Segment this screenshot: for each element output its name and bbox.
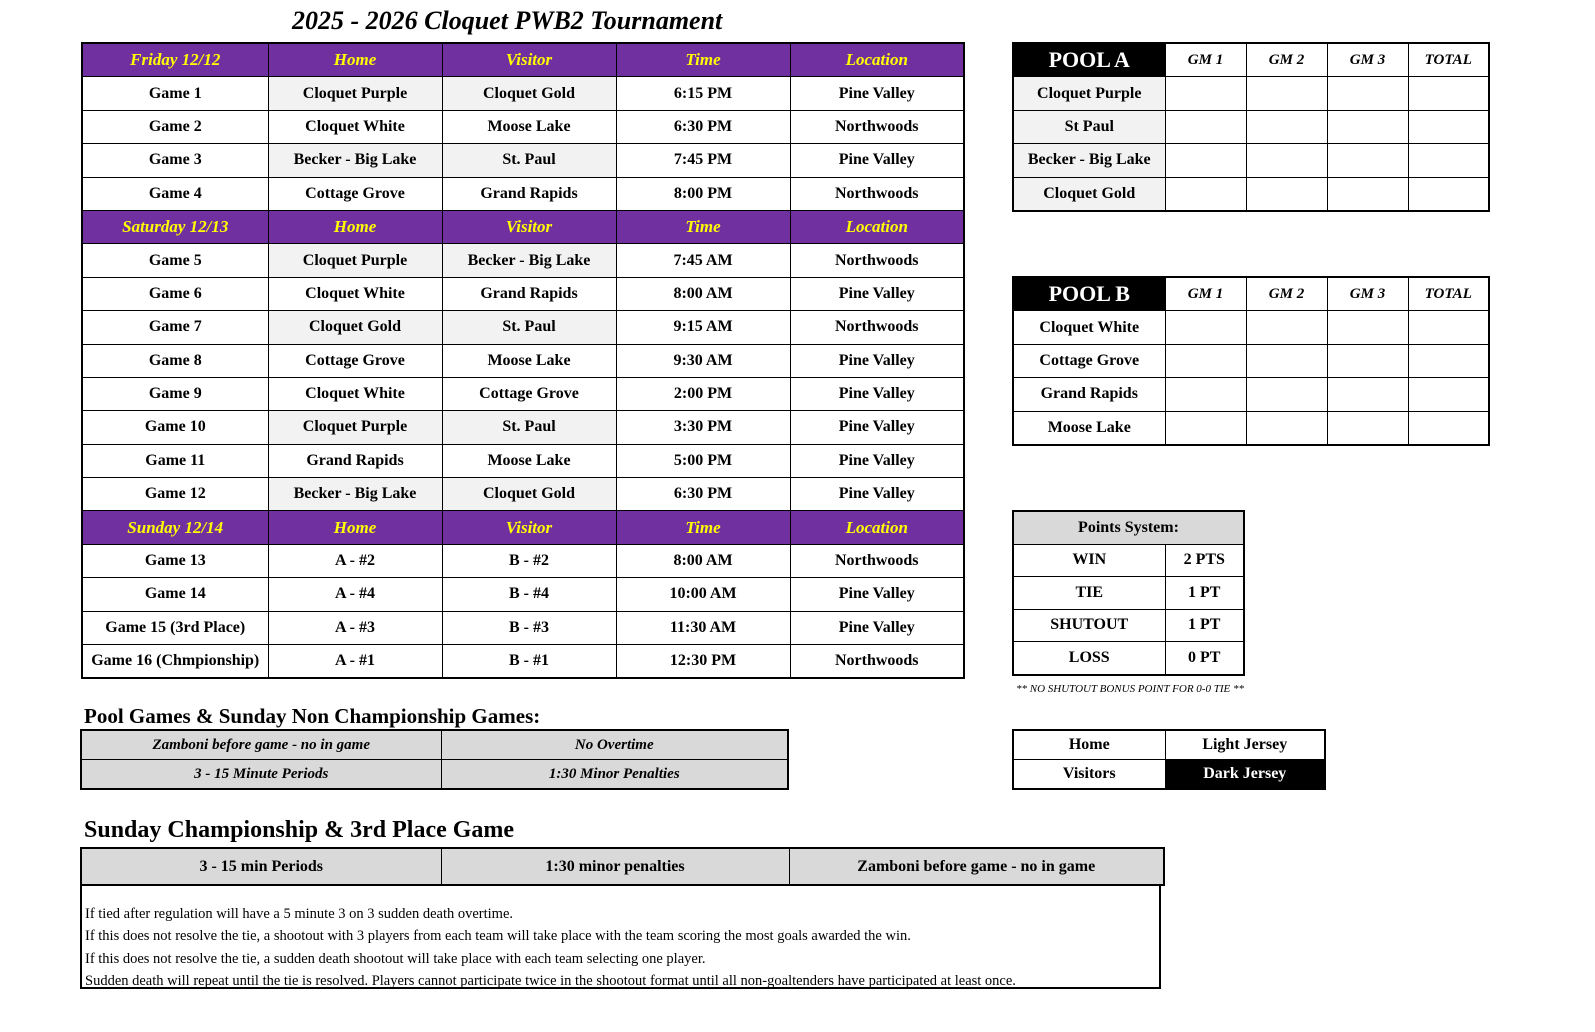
game-location: Northwoods [790, 110, 964, 143]
home-team: Cloquet White [268, 277, 442, 310]
column-header-home: Home [268, 511, 442, 544]
pool-col-header: GM 2 [1246, 43, 1327, 77]
score-cell[interactable] [1246, 378, 1327, 411]
game-row [82, 244, 964, 277]
pool-col-header: TOTAL [1408, 277, 1489, 311]
pool-row [1013, 378, 1489, 411]
points-value: 1 PT [1165, 577, 1244, 610]
total-cell[interactable] [1408, 378, 1489, 411]
game-location: Northwoods [790, 177, 964, 210]
rule-cell: 1:30 Minor Penalties [441, 760, 788, 790]
visitor-team: B - #4 [442, 578, 616, 611]
game-row [82, 611, 964, 644]
visitors-label: Visitors [1013, 760, 1165, 790]
column-header-location: Location [790, 210, 964, 243]
game-label: Game 1 [82, 77, 268, 110]
rule-cell: 3 - 15 Minute Periods [81, 760, 441, 790]
pool-row [1013, 344, 1489, 377]
visitor-team: Cottage Grove [442, 377, 616, 410]
game-time: 8:00 AM [616, 277, 790, 310]
pool-col-header: TOTAL [1408, 43, 1489, 77]
game-time: 9:15 AM [616, 311, 790, 344]
home-team: Cloquet White [268, 110, 442, 143]
visitor-team: Moose Lake [442, 110, 616, 143]
score-cell[interactable] [1246, 110, 1327, 143]
game-time: 7:45 AM [616, 244, 790, 277]
game-time: 9:30 AM [616, 344, 790, 377]
home-team: Cottage Grove [268, 344, 442, 377]
game-location: Pine Valley [790, 611, 964, 644]
total-cell[interactable] [1408, 144, 1489, 177]
visitors-jersey: Dark Jersey [1165, 760, 1325, 790]
game-location: Pine Valley [790, 377, 964, 410]
championship-rules-table [80, 847, 1165, 886]
game-row [82, 110, 964, 143]
game-location: Pine Valley [790, 77, 964, 110]
visitor-team: Moose Lake [442, 344, 616, 377]
pool-rules-title: Pool Games & Sunday Non Championship Games: [84, 704, 541, 728]
rule-cell: Zamboni before game - no in game [789, 848, 1164, 885]
game-row [82, 144, 964, 177]
column-header-home: Home [268, 210, 442, 243]
home-team: A - #2 [268, 544, 442, 577]
rule-cell: Zamboni before game - no in game [81, 730, 441, 760]
pool-b-table [1012, 276, 1490, 446]
visitor-team: Grand Rapids [442, 277, 616, 310]
visitor-team: Grand Rapids [442, 177, 616, 210]
rule-cell: 1:30 minor penalties [441, 848, 789, 885]
game-time: 7:45 PM [616, 144, 790, 177]
score-cell[interactable] [1327, 311, 1408, 344]
pool-b-title: POOL B [1013, 277, 1165, 311]
visitor-team: St. Paul [442, 411, 616, 444]
pool-col-header: GM 3 [1327, 277, 1408, 311]
home-team: A - #3 [268, 611, 442, 644]
game-time: 6:30 PM [616, 478, 790, 511]
score-cell[interactable] [1165, 144, 1246, 177]
total-cell[interactable] [1408, 110, 1489, 143]
tiebreak-line: If this does not resolve the tie, a shootout with 3 players from each team will take place with the team scoring the most goals awarded the win. [85, 928, 911, 945]
home-team: A - #4 [268, 578, 442, 611]
game-location: Pine Valley [790, 578, 964, 611]
game-location: Northwoods [790, 244, 964, 277]
visitor-team: B - #3 [442, 611, 616, 644]
game-label: Game 14 [82, 578, 268, 611]
game-label: Game 3 [82, 144, 268, 177]
pool-col-header: GM 3 [1327, 43, 1408, 77]
points-label: LOSS [1013, 642, 1165, 675]
game-time: 10:00 AM [616, 578, 790, 611]
points-label: TIE [1013, 577, 1165, 610]
game-label: Game 16 (Chmpionship) [82, 645, 268, 679]
game-label: Game 10 [82, 411, 268, 444]
game-location: Pine Valley [790, 144, 964, 177]
schedule-table [81, 42, 965, 679]
column-header-visitor: Visitor [442, 511, 616, 544]
home-team: Becker - Big Lake [268, 478, 442, 511]
score-cell[interactable] [1246, 344, 1327, 377]
game-row [82, 444, 964, 477]
total-cell[interactable] [1408, 411, 1489, 445]
game-time: 12:30 PM [616, 645, 790, 679]
score-cell[interactable] [1246, 411, 1327, 445]
score-cell[interactable] [1327, 144, 1408, 177]
game-label: Game 4 [82, 177, 268, 210]
jersey-table [1012, 729, 1326, 790]
game-time: 11:30 AM [616, 611, 790, 644]
score-cell[interactable] [1246, 77, 1327, 110]
column-header-time: Time [616, 210, 790, 243]
visitor-team: Cloquet Gold [442, 478, 616, 511]
game-row [82, 578, 964, 611]
score-cell[interactable] [1246, 311, 1327, 344]
home-team: Grand Rapids [268, 444, 442, 477]
game-time: 2:00 PM [616, 377, 790, 410]
score-cell[interactable] [1165, 378, 1246, 411]
game-label: Game 6 [82, 277, 268, 310]
game-label: Game 2 [82, 110, 268, 143]
total-cell[interactable] [1408, 311, 1489, 344]
tiebreak-line: Sudden death will repeat until the tie is resolved. Players cannot participate twice in the shootout format until all non-goaltenders have participated at least once. [85, 973, 1016, 990]
pool-team-name: Becker - Big Lake [1013, 144, 1165, 177]
home-team: A - #1 [268, 645, 442, 679]
score-cell[interactable] [1165, 177, 1246, 211]
visitor-team: B - #1 [442, 645, 616, 679]
visitor-team: Moose Lake [442, 444, 616, 477]
rule-cell: 3 - 15 min Periods [81, 848, 441, 885]
pool-team-name: Moose Lake [1013, 411, 1165, 445]
pool-team-name: Grand Rapids [1013, 378, 1165, 411]
home-jersey: Light Jersey [1165, 730, 1325, 760]
game-label: Game 5 [82, 244, 268, 277]
championship-tiebreak-rules [80, 884, 1161, 989]
score-cell[interactable] [1327, 378, 1408, 411]
home-team: Cloquet Purple [268, 77, 442, 110]
game-label: Game 13 [82, 544, 268, 577]
game-row [82, 311, 964, 344]
pool-a-table [1012, 42, 1490, 212]
total-cell[interactable] [1408, 177, 1489, 211]
column-header-location: Location [790, 43, 964, 77]
score-cell[interactable] [1327, 344, 1408, 377]
home-team: Cloquet White [268, 377, 442, 410]
game-location: Northwoods [790, 311, 964, 344]
column-header-time: Time [616, 43, 790, 77]
game-time: 6:15 PM [616, 77, 790, 110]
points-label: SHUTOUT [1013, 609, 1165, 642]
column-header-home: Home [268, 43, 442, 77]
game-label: Game 11 [82, 444, 268, 477]
home-team: Becker - Big Lake [268, 144, 442, 177]
home-team: Cloquet Purple [268, 411, 442, 444]
tiebreak-line: If tied after regulation will have a 5 minute 3 on 3 sudden death overtime. [85, 906, 514, 922]
day-label: Friday 12/12 [82, 43, 268, 77]
score-cell[interactable] [1246, 144, 1327, 177]
column-header-time: Time [616, 511, 790, 544]
score-cell[interactable] [1327, 77, 1408, 110]
shutout-note: ** NO SHUTOUT BONUS POINT FOR 0-0 TIE ** [1016, 683, 1244, 695]
day-header-row [82, 43, 964, 77]
game-location: Pine Valley [790, 344, 964, 377]
game-row [82, 344, 964, 377]
home-label: Home [1013, 730, 1165, 760]
pool-row [1013, 77, 1489, 110]
tiebreak-line: If this does not resolve the tie, a sudden death shootout will take place with each team selecting one player. [85, 950, 706, 967]
pool-team-name: Cloquet White [1013, 311, 1165, 344]
championship-title: Sunday Championship & 3rd Place Game [84, 817, 515, 843]
game-time: 6:30 PM [616, 110, 790, 143]
visitor-team: Cloquet Gold [442, 77, 616, 110]
game-row [82, 411, 964, 444]
game-location: Pine Valley [790, 478, 964, 511]
game-label: Game 9 [82, 377, 268, 410]
day-label: Saturday 12/13 [82, 210, 268, 243]
day-header-row [82, 210, 964, 243]
points-value: 0 PT [1165, 642, 1244, 675]
rule-cell: No Overtime [441, 730, 788, 760]
visitor-team: Becker - Big Lake [442, 244, 616, 277]
game-row [82, 77, 964, 110]
game-time: 8:00 PM [616, 177, 790, 210]
visitor-team: B - #2 [442, 544, 616, 577]
points-value: 2 PTS [1165, 544, 1244, 577]
pool-row [1013, 411, 1489, 445]
column-header-location: Location [790, 511, 964, 544]
game-time: 5:00 PM [616, 444, 790, 477]
game-time: 8:00 AM [616, 544, 790, 577]
game-location: Pine Valley [790, 444, 964, 477]
score-cell[interactable] [1327, 177, 1408, 211]
game-time: 3:30 PM [616, 411, 790, 444]
visitor-team: St. Paul [442, 144, 616, 177]
points-system-table [1012, 510, 1245, 676]
game-location: Pine Valley [790, 277, 964, 310]
column-header-visitor: Visitor [442, 43, 616, 77]
score-cell[interactable] [1165, 411, 1246, 445]
score-cell[interactable] [1165, 77, 1246, 110]
pool-col-header: GM 1 [1165, 277, 1246, 311]
game-location: Northwoods [790, 544, 964, 577]
game-label: Game 12 [82, 478, 268, 511]
points-system-header: Points System: [1013, 511, 1244, 544]
pool-team-name: Cloquet Gold [1013, 177, 1165, 211]
pool-a-title: POOL A [1013, 43, 1165, 77]
total-cell[interactable] [1408, 344, 1489, 377]
score-cell[interactable] [1165, 110, 1246, 143]
total-cell[interactable] [1408, 77, 1489, 110]
score-cell[interactable] [1165, 311, 1246, 344]
score-cell[interactable] [1246, 177, 1327, 211]
game-row [82, 478, 964, 511]
pool-rules-table [80, 729, 789, 790]
game-row [82, 277, 964, 310]
game-row [82, 645, 964, 679]
game-label: Game 15 (3rd Place) [82, 611, 268, 644]
pool-col-header: GM 2 [1246, 277, 1327, 311]
visitor-team: St. Paul [442, 311, 616, 344]
game-location: Pine Valley [790, 411, 964, 444]
score-cell[interactable] [1165, 344, 1246, 377]
game-label: Game 8 [82, 344, 268, 377]
pool-row [1013, 311, 1489, 344]
column-header-visitor: Visitor [442, 210, 616, 243]
pool-row [1013, 144, 1489, 177]
pool-row [1013, 110, 1489, 143]
pool-team-name: St Paul [1013, 110, 1165, 143]
pool-team-name: Cottage Grove [1013, 344, 1165, 377]
game-row [82, 544, 964, 577]
points-label: WIN [1013, 544, 1165, 577]
home-team: Cottage Grove [268, 177, 442, 210]
score-cell[interactable] [1327, 110, 1408, 143]
game-row [82, 377, 964, 410]
points-value: 1 PT [1165, 609, 1244, 642]
day-header-row [82, 511, 964, 544]
score-cell[interactable] [1327, 411, 1408, 445]
game-label: Game 7 [82, 311, 268, 344]
home-team: Cloquet Purple [268, 244, 442, 277]
game-location: Northwoods [790, 645, 964, 679]
day-label: Sunday 12/14 [82, 511, 268, 544]
pool-col-header: GM 1 [1165, 43, 1246, 77]
pool-team-name: Cloquet Purple [1013, 77, 1165, 110]
game-row [82, 177, 964, 210]
home-team: Cloquet Gold [268, 311, 442, 344]
page-title: 2025 - 2026 Cloquet PWB2 Tournament [292, 6, 723, 35]
pool-row [1013, 177, 1489, 211]
